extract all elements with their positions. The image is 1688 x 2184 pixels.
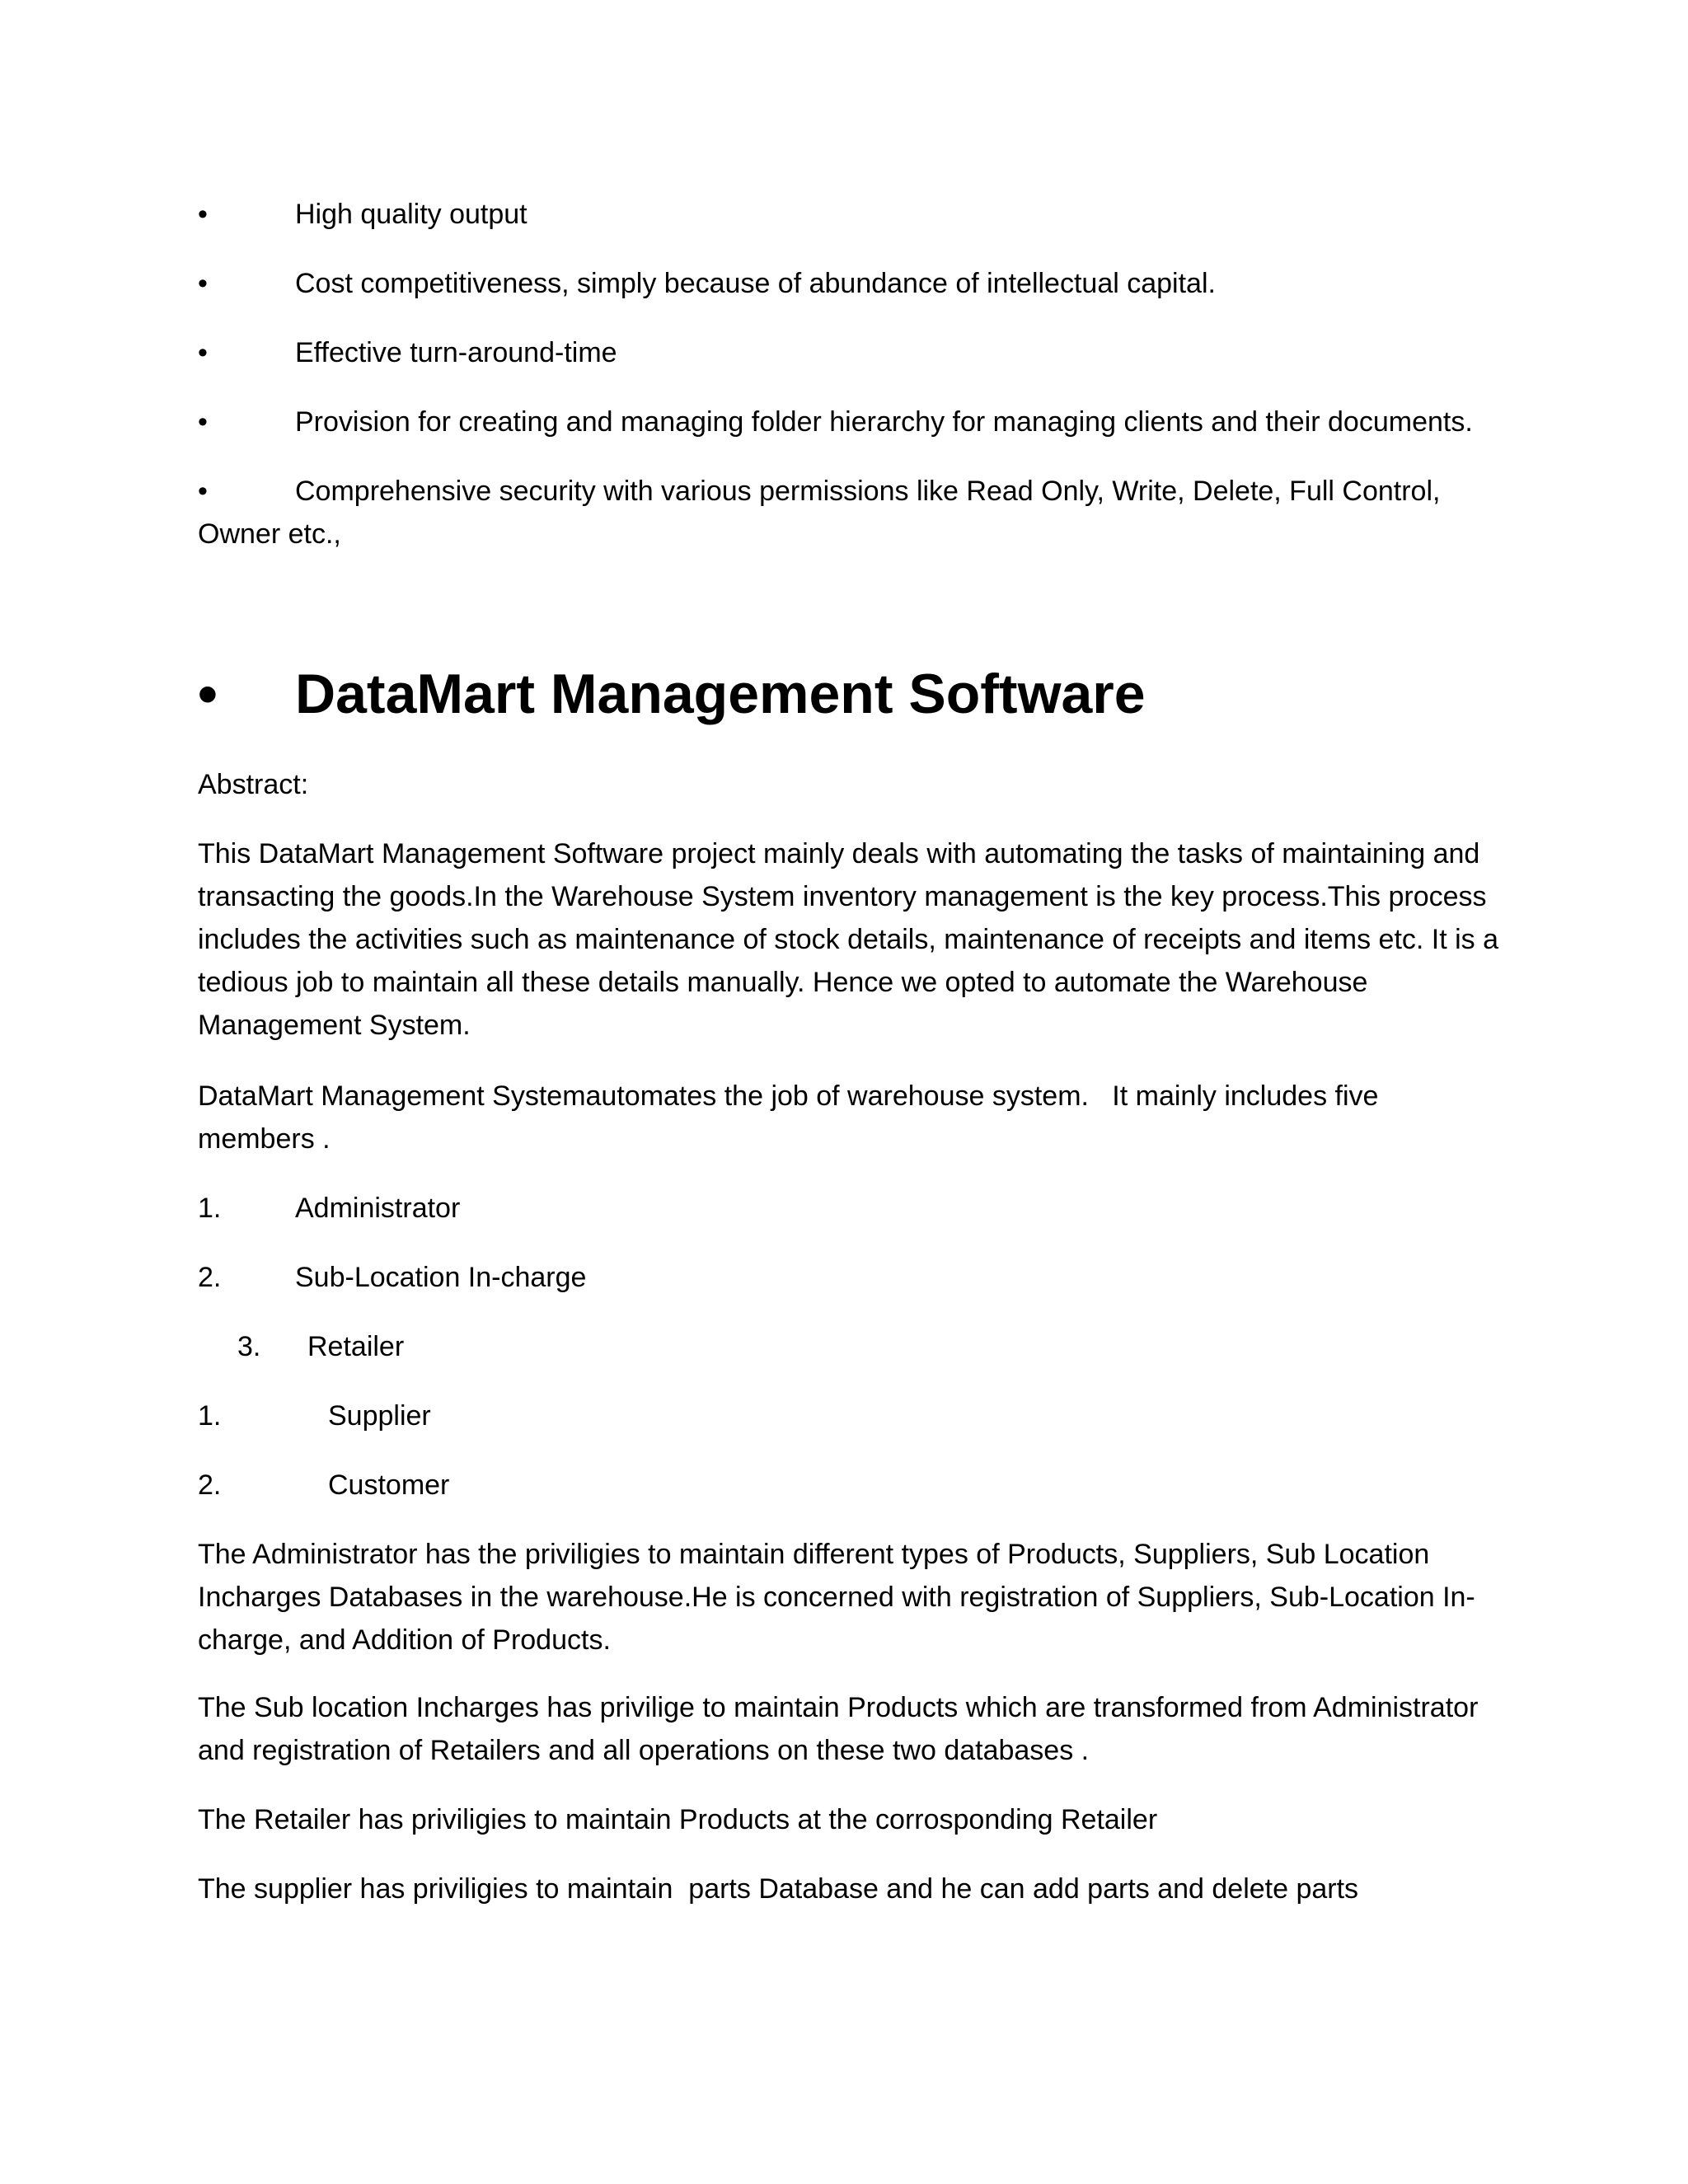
list-number: 2.: [198, 1262, 222, 1293]
sub-location-paragraph: [198, 1686, 1484, 1772]
bullet-text: Cost competitiveness, simply because of abundance of intellectual capital.: [295, 268, 1216, 299]
bullet-text: High quality output: [295, 199, 528, 230]
list-text: Administrator: [295, 1193, 461, 1224]
list-text: Supplier: [328, 1400, 431, 1432]
paragraph-line: Management System.: [198, 1010, 471, 1041]
heading-bullet-marker: •: [198, 663, 218, 725]
bullet-marker: •: [198, 199, 208, 230]
members-paragraph: [198, 1075, 1484, 1160]
paragraph-line: includes the activities such as maintenance of stock details, maintenance of receipts and items etc. It is a: [198, 924, 1499, 955]
bullet-marker: •: [198, 476, 208, 507]
administrator-paragraph: [198, 1533, 1484, 1661]
bullet-marker: •: [198, 337, 208, 368]
paragraph-line: The Administrator has the priviligies to maintain different types of Products, Suppliers, Sub Location: [198, 1539, 1430, 1570]
paragraph-line: charge, and Addition of Products.: [198, 1624, 611, 1656]
list-number: 3.: [237, 1331, 261, 1362]
bullet-text: Provision for creating and managing folder hierarchy for managing clients and their documents.: [295, 406, 1473, 438]
paragraph-line: tedious job to maintain all these details manually. Hence we opted to automate the Warehouse: [198, 967, 1368, 998]
bullet-marker: •: [198, 406, 208, 438]
paragraph-line: DataMart Management Systemautomates the job of warehouse system. It mainly includes five: [198, 1080, 1379, 1112]
feature-bullet-5-continuation: Owner etc.,: [198, 518, 341, 550]
abstract-paragraph: [198, 832, 1499, 1047]
retailer-paragraph: The Retailer has priviligies to maintain Products at the corrosponding Retailer: [198, 1804, 1158, 1835]
list-number: 1.: [198, 1193, 222, 1224]
list-text: Customer: [328, 1469, 450, 1501]
list-number: 1.: [198, 1400, 222, 1432]
bullet-text: Comprehensive security with various permissions like Read Only, Write, Delete, Full Control,: [295, 476, 1441, 507]
heading-text: DataMart Management Software: [295, 663, 1146, 725]
list-number: 2.: [198, 1469, 222, 1501]
bullet-marker: •: [198, 268, 208, 299]
paragraph-line: members .: [198, 1123, 331, 1155]
abstract-label: Abstract:: [198, 769, 309, 800]
paragraph-line: and registration of Retailers and all operations on these two databases .: [198, 1735, 1090, 1766]
supplier-paragraph: The supplier has priviligies to maintain parts Database and he can add parts and delete parts: [198, 1873, 1359, 1905]
list-text: Retailer: [307, 1331, 405, 1362]
bullet-text: Effective turn-around-time: [295, 337, 617, 368]
paragraph-line: transacting the goods.In the Warehouse System inventory management is the key process.This process: [198, 881, 1487, 912]
paragraph-line: Incharges Databases in the warehouse.He is concerned with registration of Suppliers, Sub-Location In-: [198, 1582, 1475, 1613]
paragraph-line: This DataMart Management Software project mainly deals with automating the tasks of maintaining and: [198, 838, 1480, 869]
paragraph-line: The Sub location Incharges has privilige to maintain Products which are transformed from Administrator: [198, 1692, 1479, 1723]
list-text: Sub-Location In-charge: [295, 1262, 587, 1293]
